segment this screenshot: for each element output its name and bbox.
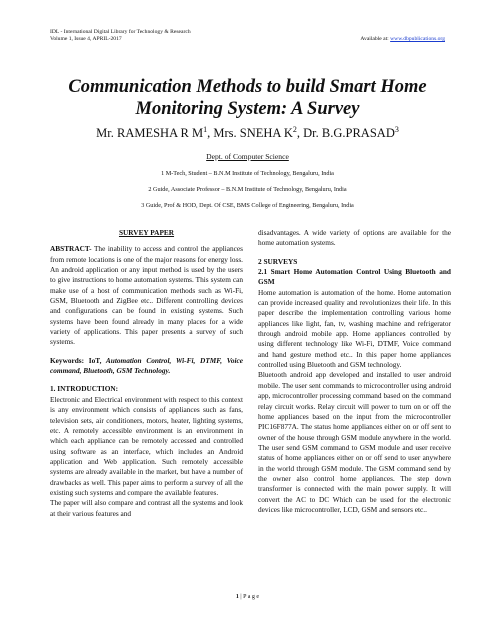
left-column [50,228,243,519]
abstract-label: ABSTRACT- [50,244,92,254]
keywords-label: Keywords: IoT, [50,355,102,365]
introduction-heading: 1. INTRODUCTION: [50,384,119,394]
page-footer [0,594,495,600]
author-3: Dr. B.G.PRASAD$^3$ [303,125,399,141]
abstract [50,244,243,347]
paper-title: Communication Methods to build Smart Home Monitoring System: A Survey [68,77,427,119]
introduction-paragraph-1: Electronic and Electrical environment with respect to this context is any environment which consists of appliances such as fans, television sets, air conditioners, motors, heater, lighting systems, etc. A remotely accessible environment is an environment in which each appliance can be remotely accessed and controlled using software as an interface, which includes an Android application and Web application. Such remotely accessible systems are already available in the market, but have a number of drawbacks as well. This paper aims to perform a survey of all the existing such systems and compare the available features. [50,394,243,497]
running-header [50,29,445,43]
section-2-1-paragraph-2: Bluetooth android app developed and installed to user android mobile. The user sent commands to microcontroller using android app, microcontroller processing command based on the command relay circuit works. Relay circuit will power to turn on or off the home appliances based on the input from the microcontroller PIC16F877A. The status home appliances either on or off sent to owner of the house through GSM module anywhere in the world. The user send GSM command to GSM module and user receive status of home appliances either on or off send to user anywhere in the world through GSM module. The GSM command send by the owner also control home appliances. The step down transformer is connected with the main power supply. It will convert the AC to DC Which can be used for the electronic devices like microcontroller, LCD, GSM and sensors etc.. [258,370,451,514]
author-2: Mrs. SNEHA $K^2$, [213,125,304,141]
page-number: 1 [235,594,239,600]
affiliation-1: 1 M-Tech, Student – B.N.M Institute of Technology, Bengaluru, India [161,170,334,177]
keywords-text: Automation Control, Wi-Fi, DTMF, Voice command, Bluetooth, GSM Technology. [50,355,243,376]
introduction-continuation: disadvantages. A wide variety of options are available for the home automation systems. [258,228,451,248]
available-label: Available at: [360,36,389,42]
abstract-text: The inability to access and control the appliances from remote locations is one of the major reasons for energy loss. An android application or any input method is used by the users to give instructions to home automation systems. This system can make use of a host of communication methods such as Wi-Fi, GSM, Bluetooth and ZigBee etc.. Different controlling devices and configurations can be found in existing systems. Such systems have been found already in many places for a wide variety of applications. This paper presents a survey of such systems. [50,244,243,347]
right-column [258,228,451,515]
department: Dept. of Computer Science [206,152,289,161]
author-list [0,125,495,141]
journal-name: IDL - International Digital Library for Technology & Research [50,29,191,35]
keywords [50,356,243,377]
introduction-paragraph-2: The paper will also compare and contrast all the systems and look at their various features and [50,498,243,518]
affiliation-3: 3 Guide, Prof & HOD, Dept. Of CSE, BMS College of Engineering, Bengaluru, India [141,202,354,209]
journal-volume: Volume 1, Issue 4, APRIL-2017 [50,36,122,42]
survey-paper-heading: SURVEY PAPER [118,228,175,237]
affiliation-2: 2 Guide, Associate Professor – B.N.M Institute of Technology, Bengaluru, India [148,186,347,193]
subsection-heading-2-1: 2.1 Smart Home Automation Control Using Bluetooth and GSM [258,267,451,287]
page-label: P a g e [243,594,260,600]
author-1: Mr. RAMESHA R $M^1$, [96,125,214,141]
availability-line [360,36,445,43]
surveys-heading: 2 SURVEYS [258,256,298,266]
publisher-link[interactable]: www.dbpublications.org [390,36,445,42]
section-2-1-paragraph-1: Home automation is automation of the home. Home automation can provide increased quality and revolutionizes their life. In this paper describe the implementation controlling various home appliances like light, fan, tv, washing machine and refrigerator through android mobile app. Home appliances controlled by using different technology like Wi-Fi, DTMF, Voice command and hand gesture method etc.. In this paper home appliances controlled using Bluetooth and GSM technology. [258,287,451,370]
page-separator: | [238,594,244,600]
